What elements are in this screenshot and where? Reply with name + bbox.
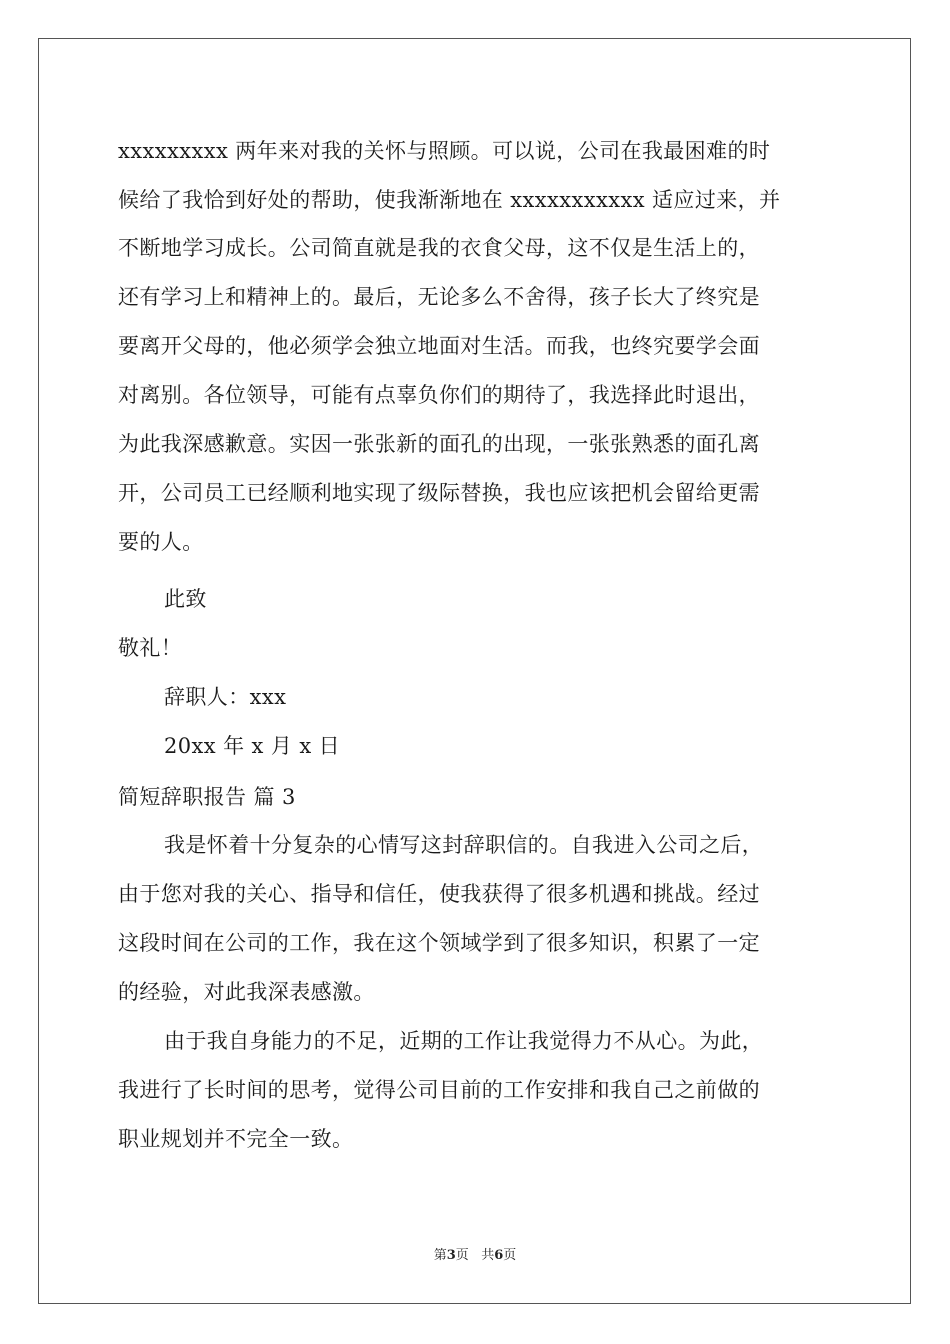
body-line: 要的人。 <box>118 530 204 554</box>
body-line: 要离开父母的，他必须学会独立地面对生活。而我，也终究要学会面 <box>118 334 760 358</box>
body-line: 这段时间在公司的工作，我在这个领域学到了很多知识，积累了一定 <box>118 931 760 955</box>
body-line: 的经验，对此我深表感激。 <box>118 980 375 1004</box>
page-suffix: 页 <box>455 1248 469 1263</box>
page-border <box>38 38 911 1304</box>
section-title: 简短辞职报告 篇 3 <box>118 785 296 809</box>
total-pages: 6 <box>494 1248 504 1263</box>
total-prefix: 共 <box>481 1248 495 1263</box>
page-prefix: 第 <box>433 1248 447 1263</box>
letter-salute: 敬礼！ <box>118 636 183 660</box>
body-line: 开，公司员工已经顺利地实现了级际替换，我也应该把机会留给更需 <box>118 481 760 505</box>
body-line: 为此我深感歉意。实因一张张新的面孔的出现，一张张熟悉的面孔离 <box>118 432 760 456</box>
body-line: 由于我自身能力的不足，近期的工作让我觉得力不从心。为此， <box>164 1029 764 1053</box>
body-line: 我进行了长时间的思考，觉得公司目前的工作安排和我自己之前做的 <box>118 1078 760 1102</box>
total-suffix: 页 <box>503 1248 517 1263</box>
body-line: 由于您对我的关心、指导和信任，使我获得了很多机遇和挑战。经过 <box>118 882 760 906</box>
body-line: 不断地学习成长。公司简直就是我的衣食父母，这不仅是生活上的， <box>118 236 760 260</box>
body-line: 对离别。各位领导，可能有点辜负你们的期待了，我选择此时退出， <box>118 383 760 407</box>
letter-closing: 此致 <box>164 587 207 611</box>
body-line: 还有学习上和精神上的。最后，无论多么不舍得，孩子长大了终究是 <box>118 285 760 309</box>
letter-signature: 辞职人：xxx <box>164 685 287 709</box>
body-line: 我是怀着十分复杂的心情写这封辞职信的。自我进入公司之后， <box>164 833 764 857</box>
page-footer <box>0 1247 950 1265</box>
body-line: xxxxxxxxx 两年来对我的关怀与照顾。可以说，公司在我最困难的时 <box>118 139 771 163</box>
body-line: 候给了我恰到好处的帮助，使我渐渐地在 xxxxxxxxxxx 适应过来，并 <box>118 188 781 212</box>
letter-date: 20xx 年 x 月 x 日 <box>164 734 341 758</box>
page-number: 3 <box>446 1248 456 1263</box>
body-line: 职业规划并不完全一致。 <box>118 1127 354 1151</box>
